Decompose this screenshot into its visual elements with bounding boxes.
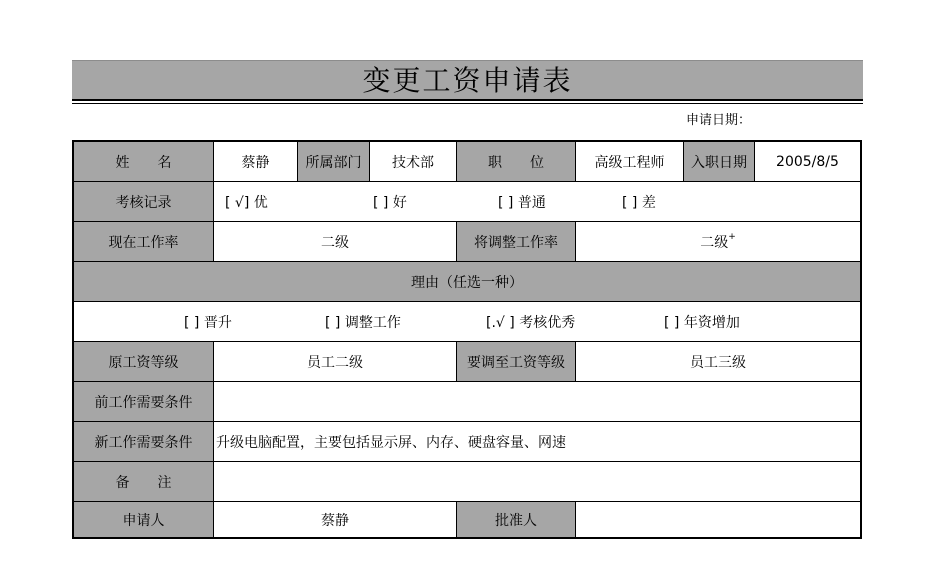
reason-header: 理由（任选一种） — [74, 262, 860, 302]
original-grade-label: 原工资等级 — [74, 342, 214, 382]
name-label: 姓 名 — [74, 142, 214, 182]
approver-label: 批准人 — [457, 502, 576, 537]
title-underline-thin — [72, 103, 863, 104]
original-grade-value[interactable]: 员工二级 — [214, 342, 457, 382]
new-requirement-label: 新工作需要条件 — [74, 422, 214, 462]
applicant-value[interactable]: 蔡静 — [214, 502, 457, 537]
title-bar — [72, 60, 863, 100]
target-grade-value[interactable]: 员工三级 — [576, 342, 860, 382]
position-label: 职 位 — [457, 142, 576, 182]
approver-value[interactable] — [576, 502, 860, 537]
target-rate-cell[interactable] — [576, 222, 860, 262]
form-title: 变更工资申请表 — [362, 64, 573, 97]
remarks-value[interactable] — [214, 462, 860, 502]
position-value[interactable]: 高级工程师 — [576, 142, 684, 182]
target-rate-superscript: + — [728, 231, 736, 242]
current-rate-value[interactable]: 二级 — [214, 222, 457, 262]
hire-date-value[interactable]: 2005/8/5 — [755, 142, 860, 182]
prev-requirement-label: 前工作需要条件 — [74, 382, 214, 422]
title-underline — [72, 99, 863, 101]
target-rate-label: 将调整工作率 — [457, 222, 576, 262]
reason-option-seniority[interactable]: [ ] 年资增加 — [664, 314, 740, 331]
reason-options — [74, 302, 860, 342]
assessment-option-normal[interactable]: [ ] 普通 — [498, 194, 546, 211]
target-grade-label: 要调至工资等级 — [457, 342, 576, 382]
applicant-label: 申请人 — [74, 502, 214, 537]
target-rate-value: 二级 — [700, 234, 729, 251]
reason-option-excellent-assessment[interactable]: [.√ ] 考核优秀 — [486, 314, 576, 331]
assessment-option-good[interactable]: [ ] 好 — [373, 194, 407, 211]
reason-option-adjust-work[interactable]: [ ] 调整工作 — [325, 314, 401, 331]
assessment-option-poor[interactable]: [ ] 差 — [622, 194, 656, 211]
assessment-label: 考核记录 — [74, 182, 214, 222]
new-requirement-value[interactable]: 升级电脑配置，主要包括显示屏、内存、硬盘容量、网速 — [214, 422, 860, 462]
dept-value[interactable]: 技术部 — [370, 142, 457, 182]
name-value[interactable]: 蔡静 — [214, 142, 298, 182]
hire-date-label: 入职日期 — [684, 142, 755, 182]
apply-date-label: 申请日期： — [686, 113, 752, 128]
assessment-option-excellent[interactable]: [ √] 优 — [225, 194, 268, 211]
assessment-options — [214, 182, 860, 222]
reason-option-promotion[interactable]: [ ] 晋升 — [184, 314, 232, 331]
dept-label: 所属部门 — [298, 142, 370, 182]
current-rate-label: 现在工作率 — [74, 222, 214, 262]
salary-change-form — [72, 140, 862, 539]
remarks-label: 备 注 — [74, 462, 214, 502]
prev-requirement-value[interactable] — [214, 382, 860, 422]
